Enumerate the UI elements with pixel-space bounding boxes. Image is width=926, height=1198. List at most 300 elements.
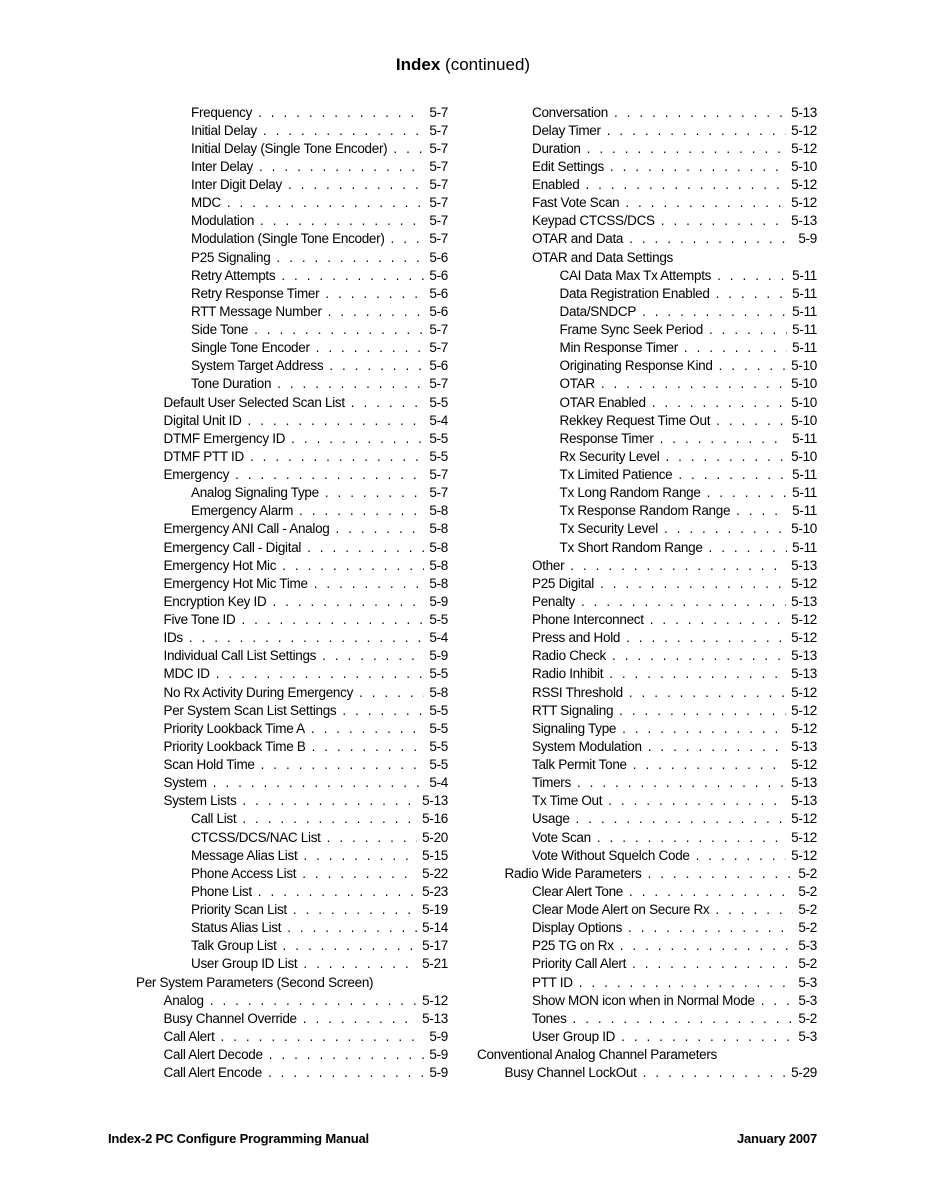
index-entry-page: 5-13 [791,793,817,809]
index-entry-label: Data/SNDCP [559,303,637,319]
index-entry-page: 5-8 [429,575,448,591]
index-entry [136,629,448,647]
index-entry-page: 5-4 [429,775,448,791]
dot-leader [648,739,786,754]
index-entry [136,194,448,212]
index-entry [136,357,448,375]
index-entry-label: Display Options [532,920,623,936]
index-entry [477,194,817,212]
dot-leader [216,666,425,681]
index-entry [136,1027,448,1045]
index-entry-page: 5-5 [429,394,448,410]
footer-manual-title: Index-2 PC Configure Programming Manual [108,1131,369,1146]
index-entry-label: Inter Digit Delay [191,177,282,193]
index-entry-page: 5-12 [422,992,448,1008]
index-entry [136,973,448,991]
page-title [0,55,926,75]
index-entry-page: 5-12 [791,847,817,863]
index-entry [477,266,817,284]
dot-leader [221,1029,425,1044]
dot-leader [258,884,417,899]
index-entry [477,230,817,248]
index-entry [136,121,448,139]
index-entry-page: 5-19 [422,902,448,918]
index-entry [136,502,448,520]
dot-leader [622,721,786,736]
index-entry [477,647,817,665]
index-entry [477,466,817,484]
index-column-right [477,103,817,1082]
index-entry [136,828,448,846]
index-entry-label: RSSI Threshold [532,684,623,700]
dot-leader [299,503,424,518]
index-entry-page: 5-11 [792,467,817,483]
index-entry-label: Per System Parameters (Second Screen) [136,974,374,990]
index-entry [477,321,817,339]
index-entry-label: Response Timer [559,430,654,446]
index-entry-label: Single Tone Encoder [191,340,310,356]
dot-leader [189,630,425,645]
index-entry-page: 5-17 [422,938,448,954]
dot-leader [573,1011,794,1026]
index-entry-page: 5-7 [429,376,448,392]
index-entry-page: 5-9 [798,231,817,247]
index-entry-page: 5-2 [798,956,817,972]
index-entry-page: 5-4 [429,630,448,646]
dot-leader [707,485,788,500]
dot-leader [351,395,425,410]
index-entry-label: OTAR and Data [532,231,624,247]
dot-leader [610,159,786,174]
index-entry [477,810,817,828]
dot-leader [303,956,417,971]
index-entry-label: Duration [532,140,581,156]
dot-leader [268,1065,424,1080]
dot-leader [303,848,417,863]
index-entry-label: Radio Wide Parameters [504,865,642,881]
dot-leader [276,250,424,265]
index-entry-page: 5-2 [798,1010,817,1026]
index-entry-page: 5-11 [792,430,817,446]
index-entry-page: 5-21 [422,956,448,972]
index-entry-label: Other [532,557,565,573]
index-entry [477,882,817,900]
dot-leader [281,268,424,283]
index-entry-label: Keypad CTCSS/DCS [532,213,655,229]
index-entry-page: 5-5 [429,666,448,682]
index-entry-label: Initial Delay (Single Tone Encoder) [191,140,388,156]
index-entry-page: 5-5 [429,757,448,773]
dot-leader [250,449,424,464]
dot-leader [260,213,424,228]
index-entry-page: 5-10 [791,521,817,537]
index-entry-page: 5-7 [429,231,448,247]
index-entry-label: Call Alert Decode [163,1047,263,1063]
dot-leader [242,793,417,808]
index-entry-page: 5-12 [791,829,817,845]
index-entry-page: 5-3 [798,992,817,1008]
index-entry [477,484,817,502]
index-entry-label: Tx Long Random Range [559,485,701,501]
index-entry-page: 5-6 [429,267,448,283]
index-entry [477,1046,817,1064]
index-entry [477,139,817,157]
index-entry [477,1027,817,1045]
dot-leader [709,540,788,555]
index-entry-label: Modulation (Single Tone Encoder) [191,231,385,247]
dot-leader [259,159,424,174]
dot-leader [312,739,425,754]
dot-leader [626,630,786,645]
index-entry-page: 5-12 [791,684,817,700]
index-entry-label: Emergency ANI Call - Analog [163,521,330,537]
index-entry-page: 5-12 [791,177,817,193]
dot-leader [614,105,786,120]
index-entry-label: Tone Duration [191,376,272,392]
index-entry-page: 5-15 [422,847,448,863]
index-entry-label: RTT Signaling [532,702,614,718]
index-entry [477,1064,817,1082]
index-entry-page: 5-12 [791,195,817,211]
dot-leader [585,177,786,192]
index-entry-page: 5-12 [791,630,817,646]
index-entry [477,864,817,882]
index-entry [136,611,448,629]
index-entry-page: 5-3 [798,938,817,954]
index-entry-page: 5-23 [422,883,448,899]
dot-leader [288,177,424,192]
index-entry-label: Initial Delay [191,122,257,138]
index-entry-page: 5-13 [791,666,817,682]
index-entry-page: 5-12 [791,612,817,628]
index-entry-label: Analog [163,992,204,1008]
index-entry-label: OTAR and Data Settings [532,249,673,265]
index-entry-page: 5-6 [429,249,448,265]
index-entry-label: Fast Vote Scan [532,195,620,211]
index-entry-page: 5-12 [791,122,817,138]
dot-leader [620,938,794,953]
index-entry-page: 5-7 [429,140,448,156]
index-entry [136,157,448,175]
dot-leader [322,648,424,663]
index-entry [136,882,448,900]
index-entry [477,520,817,538]
index-column-left [136,103,448,1082]
index-entry [136,212,448,230]
index-entry-page: 5-16 [422,811,448,827]
index-entry [136,447,448,465]
index-entry-page: 5-11 [792,503,817,519]
index-entry-label: CTCSS/DCS/NAC List [191,829,321,845]
index-entry-label: Analog Signaling Type [191,485,319,501]
dot-leader [293,902,417,917]
index-entry-label: Per System Scan List Settings [163,702,337,718]
dot-leader [328,304,425,319]
dot-leader [359,685,424,700]
index-entry-page: 5-7 [429,104,448,120]
dot-leader [684,340,787,355]
index-entry [477,683,817,701]
dot-leader [283,938,418,953]
index-entry-label: Phone Access List [191,865,297,881]
index-entry-page: 5-8 [429,521,448,537]
dot-leader [601,376,786,391]
index-entry [477,538,817,556]
index-entry-label: Phone List [191,883,252,899]
index-entry-label: Digital Unit ID [163,412,242,428]
index-entry-page: 5-22 [422,865,448,881]
index-entry [136,991,448,1009]
index-entry-page: 5-5 [429,702,448,718]
index-entry-page: 5-7 [429,195,448,211]
index-entry-page: 5-8 [429,503,448,519]
dot-leader [609,666,786,681]
page-title-bold: Index [395,55,441,74]
index-entry-label: CAI Data Max Tx Attempts [559,267,712,283]
index-entry [477,901,817,919]
index-entry [477,629,817,647]
dot-leader [235,467,424,482]
index-entry-label: Frame Sync Seek Period [559,322,703,338]
index-entry [477,846,817,864]
index-entry-page: 5-11 [792,340,817,356]
index-entry [136,284,448,302]
index-entry [477,756,817,774]
index-entry-label: Tones [532,1010,567,1026]
index-entry-label: Tx Response Random Range [559,503,731,519]
index-entry [136,484,448,502]
index-entry-label: Vote Scan [532,829,591,845]
index-entry [477,302,817,320]
dot-leader [625,195,786,210]
index-entry-label: Min Response Timer [559,340,678,356]
index-entry-page: 5-2 [798,883,817,899]
index-entry-page: 5-7 [429,340,448,356]
dot-leader [213,775,425,790]
index-entry [136,466,448,484]
dot-leader [263,123,424,138]
index-entry-label: Busy Channel LockOut [504,1065,637,1081]
dot-leader [570,558,786,573]
index-entry-page: 5-4 [429,412,448,428]
index-entry-page: 5-13 [791,648,817,664]
index-entry-label: DTMF Emergency ID [163,430,286,446]
dot-leader [287,920,417,935]
index-entry-label: System Lists [163,793,237,809]
index-entry [136,719,448,737]
dot-leader [665,449,786,464]
index-entry-page: 5-13 [422,1010,448,1026]
dot-leader [342,703,424,718]
index-entry-page: 5-13 [791,213,817,229]
dot-leader [307,540,424,555]
dot-leader [600,576,786,591]
index-entry [136,103,448,121]
index-entry-label: Timers [532,775,571,791]
index-entry-page: 5-13 [791,557,817,573]
index-entry-page: 5-12 [791,811,817,827]
dot-leader [577,775,786,790]
index-entry-page: 5-12 [791,757,817,773]
index-entry-page: 5-5 [429,720,448,736]
index-entry-page: 5-11 [792,539,817,555]
index-entry-label: Clear Mode Alert on Secure Rx [532,902,710,918]
index-entry-label: Signaling Type [532,720,617,736]
dot-leader [717,268,787,283]
index-entry-page: 5-7 [429,213,448,229]
dot-leader [269,1047,425,1062]
index-entry-label: Call Alert [163,1028,215,1044]
dot-leader [329,358,424,373]
index-entry [136,937,448,955]
index-entry-label: Tx Limited Patience [559,467,673,483]
index-entry [477,611,817,629]
index-entry-page: 5-11 [792,267,817,283]
index-entry [477,1009,817,1027]
index-entry-page: 5-10 [791,448,817,464]
index-entry [477,719,817,737]
index-entry-label: User Group ID List [191,956,298,972]
index-entry [477,411,817,429]
index-entry-label: OTAR Enabled [559,394,646,410]
index-entry [136,556,448,574]
index-entry-label: Emergency Hot Mic Time [163,575,308,591]
index-entry-page: 5-9 [429,1065,448,1081]
index-entry-page: 5-9 [429,1047,448,1063]
index-entry-label: Radio Check [532,648,606,664]
index-entry-label: Call Alert Encode [163,1065,262,1081]
index-entry-label: Retry Response Timer [191,285,320,301]
index-entry [477,121,817,139]
index-entry-page: 5-11 [792,303,817,319]
dot-leader [291,431,424,446]
index-entry-page: 5-11 [792,285,817,301]
index-entry [136,321,448,339]
index-entry-page: 5-12 [791,702,817,718]
index-entry [136,339,448,357]
index-entry-label: Rx Security Level [559,448,660,464]
index-entry [136,683,448,701]
dot-leader [642,304,787,319]
index-entry [136,647,448,665]
index-entry [477,574,817,592]
index-entry-page: 5-8 [429,539,448,555]
dot-leader [696,848,787,863]
index-entry-label: Retry Attempts [191,267,276,283]
index-entry-label: RTT Message Number [191,303,322,319]
dot-leader [242,811,417,826]
index-entry-page: 5-20 [422,829,448,845]
index-entry [477,973,817,991]
dot-leader [716,286,788,301]
dot-leader [716,413,786,428]
index-entry-label: Penalty [532,593,575,609]
index-entry-label: Conversation [532,104,608,120]
index-entry-label: Message Alias List [191,847,298,863]
index-entry-page: 5-8 [429,557,448,573]
index-entry [136,701,448,719]
index-entry-label: Delay Timer [532,122,601,138]
index-entry [477,248,817,266]
index-entry [136,375,448,393]
index-entry [477,937,817,955]
index-entry-label: MDC [191,195,221,211]
index-entry [477,284,817,302]
index-entry [477,828,817,846]
dot-leader [248,413,425,428]
dot-leader [621,1029,793,1044]
index-entry [477,375,817,393]
dot-leader [314,576,425,591]
index-entry-label: Priority Call Alert [532,956,627,972]
index-entry-page: 5-9 [429,648,448,664]
index-entry [477,429,817,447]
index-entry [136,901,448,919]
index-entry-page: 5-13 [791,104,817,120]
index-entry [136,1009,448,1027]
index-entry [136,665,448,683]
index-entry-label: Scan Hold Time [163,757,255,773]
index-entry-page: 5-7 [429,322,448,338]
index-entry [477,991,817,1009]
index-entry [477,103,817,121]
index-entry [136,1046,448,1064]
dot-leader [311,721,425,736]
index-entry-page: 5-2 [798,865,817,881]
index-entry-label: Tx Time Out [532,793,603,809]
index-entry [477,393,817,411]
index-entry-page: 5-11 [792,485,817,501]
index-entry-page: 5-3 [798,1028,817,1044]
index-entry-page: 5-13 [422,793,448,809]
index-entry-label: User Group ID [532,1028,616,1044]
dot-leader [597,830,786,845]
index-entry-label: Tx Short Random Range [559,539,703,555]
dot-leader [652,395,786,410]
index-entry [136,774,448,792]
dot-leader [579,975,794,990]
index-entry-page: 5-2 [798,902,817,918]
index-entry-label: Emergency Alarm [191,503,294,519]
index-entry [136,230,448,248]
index-entry-label: DTMF PTT ID [163,448,244,464]
page-title-suffix: (continued) [445,55,531,74]
index-entry [136,520,448,538]
dot-leader [761,993,794,1008]
dot-leader [254,322,424,337]
index-entry [477,212,817,230]
index-entry-label: Call List [191,811,237,827]
index-entry-label: No Rx Activity During Emergency [163,684,354,700]
index-entry-label: System Modulation [532,738,642,754]
index-entry [136,919,448,937]
dot-leader [709,322,787,337]
index-entry-page: 5-5 [429,448,448,464]
dot-leader [607,123,786,138]
dot-leader [633,757,786,772]
index-entry-page: 5-6 [429,303,448,319]
index-entry [136,574,448,592]
index-entry [136,538,448,556]
index-entry [136,176,448,194]
index-entry-label: Press and Hold [532,630,621,646]
index-entry [136,1064,448,1082]
index-entry [136,846,448,864]
index-entry-label: System [163,775,207,791]
dot-leader [612,648,786,663]
index-entry-label: System Target Address [191,358,324,374]
index-entry-page: 5-10 [791,394,817,410]
